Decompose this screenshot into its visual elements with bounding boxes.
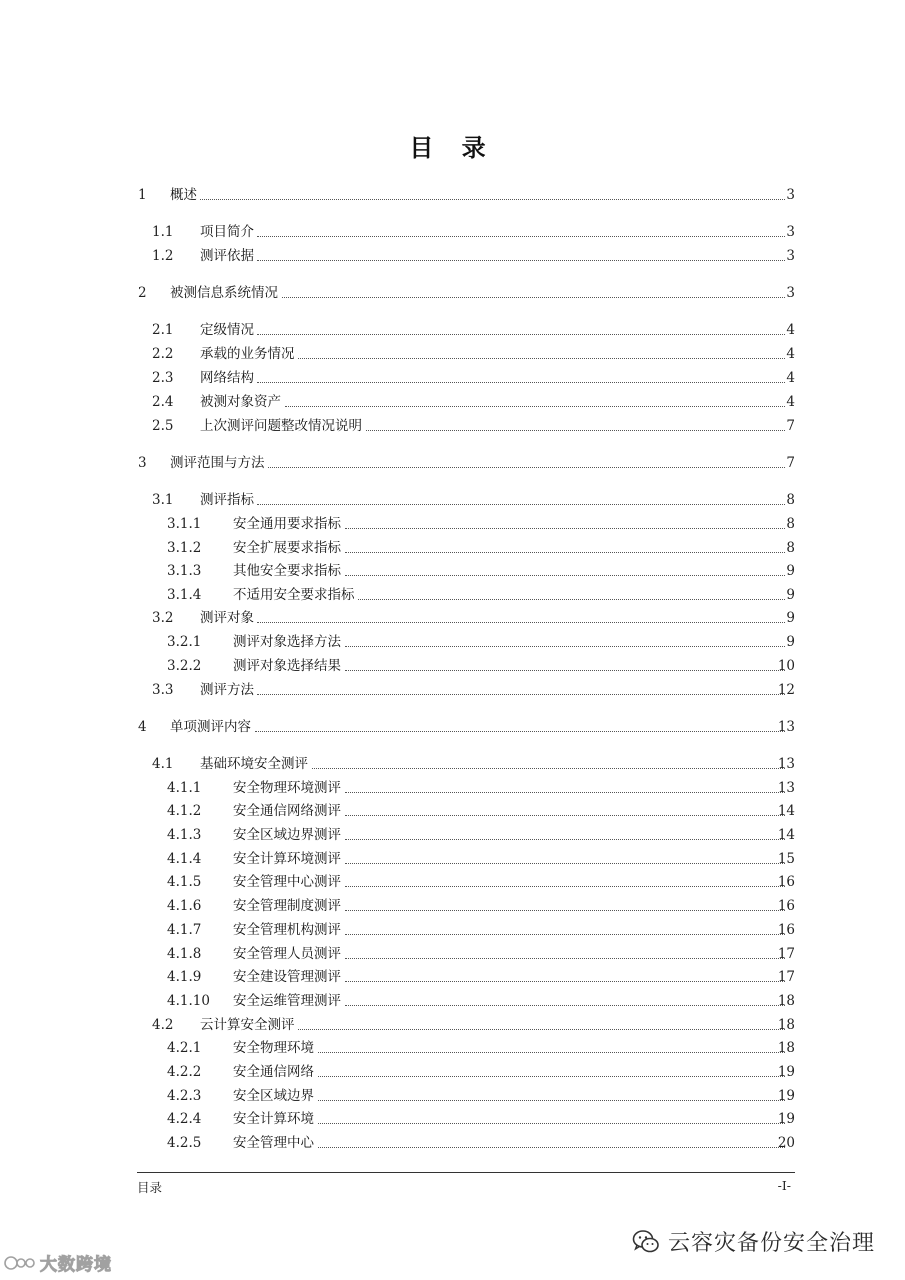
- toc-dot-leader: [282, 297, 785, 298]
- toc-dot-leader: [345, 910, 785, 911]
- toc-entry-page: 17: [777, 969, 795, 985]
- toc-entry-page: 8: [786, 540, 795, 556]
- toc-dot-leader: [358, 599, 785, 600]
- toc-entry-title: 基础环境安全测评: [200, 756, 308, 772]
- toc-entry-number: 1: [138, 187, 147, 203]
- toc-dot-leader: [318, 1100, 785, 1101]
- toc-dot-leader: [285, 406, 785, 407]
- toc-entry-page: 9: [786, 610, 795, 626]
- toc-entry-page: 14: [777, 827, 795, 843]
- toc-entry-page: 16: [777, 898, 795, 914]
- toc-entry-page: 18: [777, 1040, 795, 1056]
- toc-entry[interactable]: [0, 185, 905, 205]
- toc-entry[interactable]: [0, 632, 905, 652]
- toc-dot-leader: [345, 839, 785, 840]
- toc-entry[interactable]: [0, 944, 905, 964]
- toc-entry[interactable]: [0, 849, 905, 869]
- toc-entry-title: 安全计算环境测评: [233, 851, 341, 867]
- toc-entry-number: 4.1.6: [167, 898, 202, 914]
- toc-dot-leader: [345, 552, 785, 553]
- toc-entry-number: 4.1.1: [167, 780, 202, 796]
- toc-entry-page: 19: [777, 1088, 795, 1104]
- toc-entry-number: 3.1.2: [167, 540, 202, 556]
- toc-entry-number: 1.1: [152, 224, 174, 240]
- toc-entry[interactable]: [0, 1015, 905, 1035]
- toc-entry[interactable]: [0, 825, 905, 845]
- toc-entry-number: 4.1.9: [167, 969, 202, 985]
- toc-entry[interactable]: [0, 778, 905, 798]
- toc-entry-page: 3: [786, 224, 795, 240]
- toc-dot-leader: [345, 815, 785, 816]
- toc-entry-page: 3: [786, 248, 795, 264]
- toc-entry-number: 3.1.1: [167, 516, 202, 532]
- toc-entry[interactable]: [0, 1086, 905, 1106]
- toc-dot-leader: [257, 694, 785, 695]
- toc-entry-title: 被测对象资产: [200, 394, 281, 410]
- toc-dot-leader: [345, 886, 785, 887]
- toc-entry[interactable]: [0, 453, 905, 473]
- toc-entry-number: 4.2.5: [167, 1135, 202, 1151]
- toc-entry-title: 安全区域边界测评: [233, 827, 341, 843]
- toc-entry-number: 4.1.4: [167, 851, 202, 867]
- toc-entry-page: 8: [786, 492, 795, 508]
- toc-entry-number: 2.2: [152, 346, 174, 362]
- toc-entry[interactable]: [0, 717, 905, 737]
- toc-dot-leader: [345, 981, 785, 982]
- toc-entry-page: 13: [777, 719, 795, 735]
- toc-entry-page: 8: [786, 516, 795, 532]
- toc-entry-number: 4.1.7: [167, 922, 202, 938]
- toc-entry-page: 16: [777, 874, 795, 890]
- toc-entry[interactable]: [0, 416, 905, 436]
- toc-entry[interactable]: [0, 872, 905, 892]
- toc-entry[interactable]: [0, 320, 905, 340]
- toc-entry-title: 其他安全要求指标: [233, 563, 341, 579]
- toc-entry[interactable]: [0, 1109, 905, 1129]
- toc-entry-page: 4: [786, 370, 795, 386]
- toc-entry-number: 2.1: [152, 322, 174, 338]
- toc-entry[interactable]: [0, 344, 905, 364]
- toc-dot-leader: [318, 1147, 785, 1148]
- toc-entry-title: 定级情况: [200, 322, 254, 338]
- toc-entry-title: 安全管理人员测评: [233, 946, 341, 962]
- toc-dot-leader: [345, 792, 785, 793]
- toc-entry-title: 测评方法: [200, 682, 254, 698]
- toc-entry[interactable]: [0, 538, 905, 558]
- toc-entry-page: 3: [786, 285, 795, 301]
- toc-entry[interactable]: [0, 392, 905, 412]
- toc-dot-leader: [345, 1005, 785, 1006]
- toc-entry-title: 安全运维管理测评: [233, 993, 341, 1009]
- toc-entry[interactable]: [0, 222, 905, 242]
- toc-entry-page: 4: [786, 322, 795, 338]
- toc-entry-title: 概述: [170, 187, 197, 203]
- toc-entry-number: 3.1.3: [167, 563, 202, 579]
- toc-entry-number: 4.2: [152, 1017, 174, 1033]
- toc-entry-title: 安全管理制度测评: [233, 898, 341, 914]
- toc-dot-leader: [268, 467, 785, 468]
- toc-entry-number: 4.1.5: [167, 874, 202, 890]
- toc-dot-leader: [257, 260, 785, 261]
- toc-entry-number: 3.1: [152, 492, 174, 508]
- toc-entry-title: 安全管理中心测评: [233, 874, 341, 890]
- toc-entry-page: 10: [777, 658, 795, 674]
- toc-entry-number: 4.1.3: [167, 827, 202, 843]
- toc-entry[interactable]: [0, 680, 905, 700]
- toc-entry-number: 4.1.2: [167, 803, 202, 819]
- toc-dot-leader: [345, 934, 785, 935]
- toc-entry[interactable]: [0, 561, 905, 581]
- toc-dot-leader: [366, 430, 785, 431]
- footer-divider: [137, 1172, 795, 1173]
- toc-entry[interactable]: [0, 656, 905, 676]
- toc-entry-title: 安全区域边界: [233, 1088, 314, 1104]
- watermark-wechat-account: [632, 1226, 875, 1257]
- toc-entry-number: 3.2.1: [167, 634, 202, 650]
- toc-entry-number: 4.1.8: [167, 946, 202, 962]
- toc-entry-page: 15: [777, 851, 795, 867]
- toc-entry-page: 4: [786, 394, 795, 410]
- toc-entry-title: 安全计算环境: [233, 1111, 314, 1127]
- toc-entry-title: 安全通信网络测评: [233, 803, 341, 819]
- toc-entry-number: 3.2: [152, 610, 174, 626]
- toc-entry-title: 项目简介: [200, 224, 254, 240]
- toc-entry[interactable]: [0, 490, 905, 510]
- toc-entry-title: 测评指标: [200, 492, 254, 508]
- toc-entry-number: 4.2.3: [167, 1088, 202, 1104]
- toc-entry-number: 2.3: [152, 370, 174, 386]
- toc-entry-page: 7: [786, 418, 795, 434]
- toc-entry-page: 18: [777, 1017, 795, 1033]
- toc-entry-title: 上次测评问题整改情况说明: [200, 418, 362, 434]
- footer-section-label: 目录: [137, 1180, 163, 1195]
- toc-entry[interactable]: [0, 991, 905, 1011]
- toc-entry-page: 20: [777, 1135, 795, 1151]
- toc-entry-title: 安全管理机构测评: [233, 922, 341, 938]
- toc-entry[interactable]: [0, 1062, 905, 1082]
- toc-entry-number: 3.3: [152, 682, 174, 698]
- toc-dot-leader: [200, 199, 785, 200]
- watermark-brand: [4, 1250, 112, 1275]
- toc-entry-page: 13: [777, 756, 795, 772]
- toc-entry-page: 4: [786, 346, 795, 362]
- toc-entry[interactable]: [0, 896, 905, 916]
- toc-entry-page: 3: [786, 187, 795, 203]
- toc-entry-number: 4.1.10: [167, 993, 210, 1009]
- toc-entry-number: 2: [138, 285, 147, 301]
- toc-entry-title: 安全扩展要求指标: [233, 540, 341, 556]
- toc-entry[interactable]: [0, 754, 905, 774]
- toc-entry[interactable]: [0, 368, 905, 388]
- toc-entry-page: 19: [777, 1064, 795, 1080]
- toc-entry-title: 被测信息系统情况: [170, 285, 278, 301]
- toc-dot-leader: [257, 504, 785, 505]
- toc-entry-title: 安全通用要求指标: [233, 516, 341, 532]
- toc-entry-title: 安全通信网络: [233, 1064, 314, 1080]
- toc-dot-leader: [318, 1123, 785, 1124]
- toc-entry-title: 安全物理环境: [233, 1040, 314, 1056]
- toc-entry-number: 3: [138, 455, 147, 471]
- toc-entry[interactable]: [0, 246, 905, 266]
- toc-entry-number: 4.1: [152, 756, 174, 772]
- toc-entry-page: 16: [777, 922, 795, 938]
- toc-entry-number: 4.2.1: [167, 1040, 202, 1056]
- toc-entry-title: 单项测评内容: [170, 719, 251, 735]
- toc-entry-title: 安全建设管理测评: [233, 969, 341, 985]
- toc-entry-page: 9: [786, 587, 795, 603]
- toc-entry-title: 安全物理环境测评: [233, 780, 341, 796]
- toc-entry-page: 19: [777, 1111, 795, 1127]
- toc-entry-number: 1.2: [152, 248, 174, 264]
- toc-entry[interactable]: [0, 1133, 905, 1153]
- toc-dot-leader: [298, 1029, 785, 1030]
- toc-dot-leader: [345, 575, 785, 576]
- toc-entry-page: 13: [777, 780, 795, 796]
- toc-entry-number: 4.2.4: [167, 1111, 202, 1127]
- watermark-account-name: 云容灾备份安全治理: [667, 1231, 875, 1256]
- toc-entry[interactable]: [0, 967, 905, 987]
- toc-entry-title: 云计算安全测评: [200, 1017, 295, 1033]
- toc-entry-page: 14: [777, 803, 795, 819]
- toc-entry-page: 9: [786, 634, 795, 650]
- toc-entry-title: 测评对象选择方法: [233, 634, 341, 650]
- toc-entry[interactable]: [0, 585, 905, 605]
- toc-entry-number: 2.4: [152, 394, 174, 410]
- toc-dot-leader: [255, 731, 785, 732]
- toc-dot-leader: [318, 1052, 785, 1053]
- toc-entry-title: 测评范围与方法: [170, 455, 265, 471]
- toc-entry[interactable]: [0, 920, 905, 940]
- footer-page-number: -I-: [777, 1178, 791, 1193]
- toc-entry-title: 安全管理中心: [233, 1135, 314, 1151]
- toc-entry-page: 9: [786, 563, 795, 579]
- toc-dot-leader: [345, 528, 785, 529]
- toc-dot-leader: [345, 646, 785, 647]
- toc-dot-leader: [298, 358, 785, 359]
- toc-dot-leader: [318, 1076, 785, 1077]
- toc-entry[interactable]: [0, 514, 905, 534]
- toc-dot-leader: [257, 382, 785, 383]
- toc-entry-title: 承载的业务情况: [200, 346, 295, 362]
- toc-entry-title: 网络结构: [200, 370, 254, 386]
- toc-entry-page: 7: [786, 455, 795, 471]
- wechat-icon: [632, 1229, 660, 1255]
- toc-entry-number: 2.5: [152, 418, 174, 434]
- toc-dot-leader: [312, 768, 785, 769]
- toc-entry[interactable]: [0, 801, 905, 821]
- toc-entry-page: 12: [777, 682, 795, 698]
- toc-entry[interactable]: [0, 608, 905, 628]
- toc-entry-number: 3.2.2: [167, 658, 202, 674]
- toc-entry[interactable]: [0, 283, 905, 303]
- toc-entry-title: 测评对象: [200, 610, 254, 626]
- toc-dot-leader: [257, 622, 785, 623]
- toc-entry-title: 不适用安全要求指标: [233, 587, 355, 603]
- toc-entry-page: 17: [777, 946, 795, 962]
- toc-dot-leader: [345, 958, 785, 959]
- toc-entry-title: 测评对象选择结果: [233, 658, 341, 674]
- toc-entry-number: 4: [138, 719, 147, 735]
- toc-dot-leader: [257, 334, 785, 335]
- brand-logo: [4, 1253, 36, 1273]
- toc-entry-number: 3.1.4: [167, 587, 202, 603]
- toc-dot-leader: [345, 863, 785, 864]
- toc-entry-page: 18: [777, 993, 795, 1009]
- page-title: 目 录: [409, 134, 496, 162]
- toc-entry-title: 测评依据: [200, 248, 254, 264]
- toc-entry-number: 4.2.2: [167, 1064, 202, 1080]
- toc-dot-leader: [257, 236, 785, 237]
- watermark-brand-name: 大数跨境: [40, 1255, 112, 1275]
- toc-dot-leader: [345, 670, 785, 671]
- toc-entry[interactable]: [0, 1038, 905, 1058]
